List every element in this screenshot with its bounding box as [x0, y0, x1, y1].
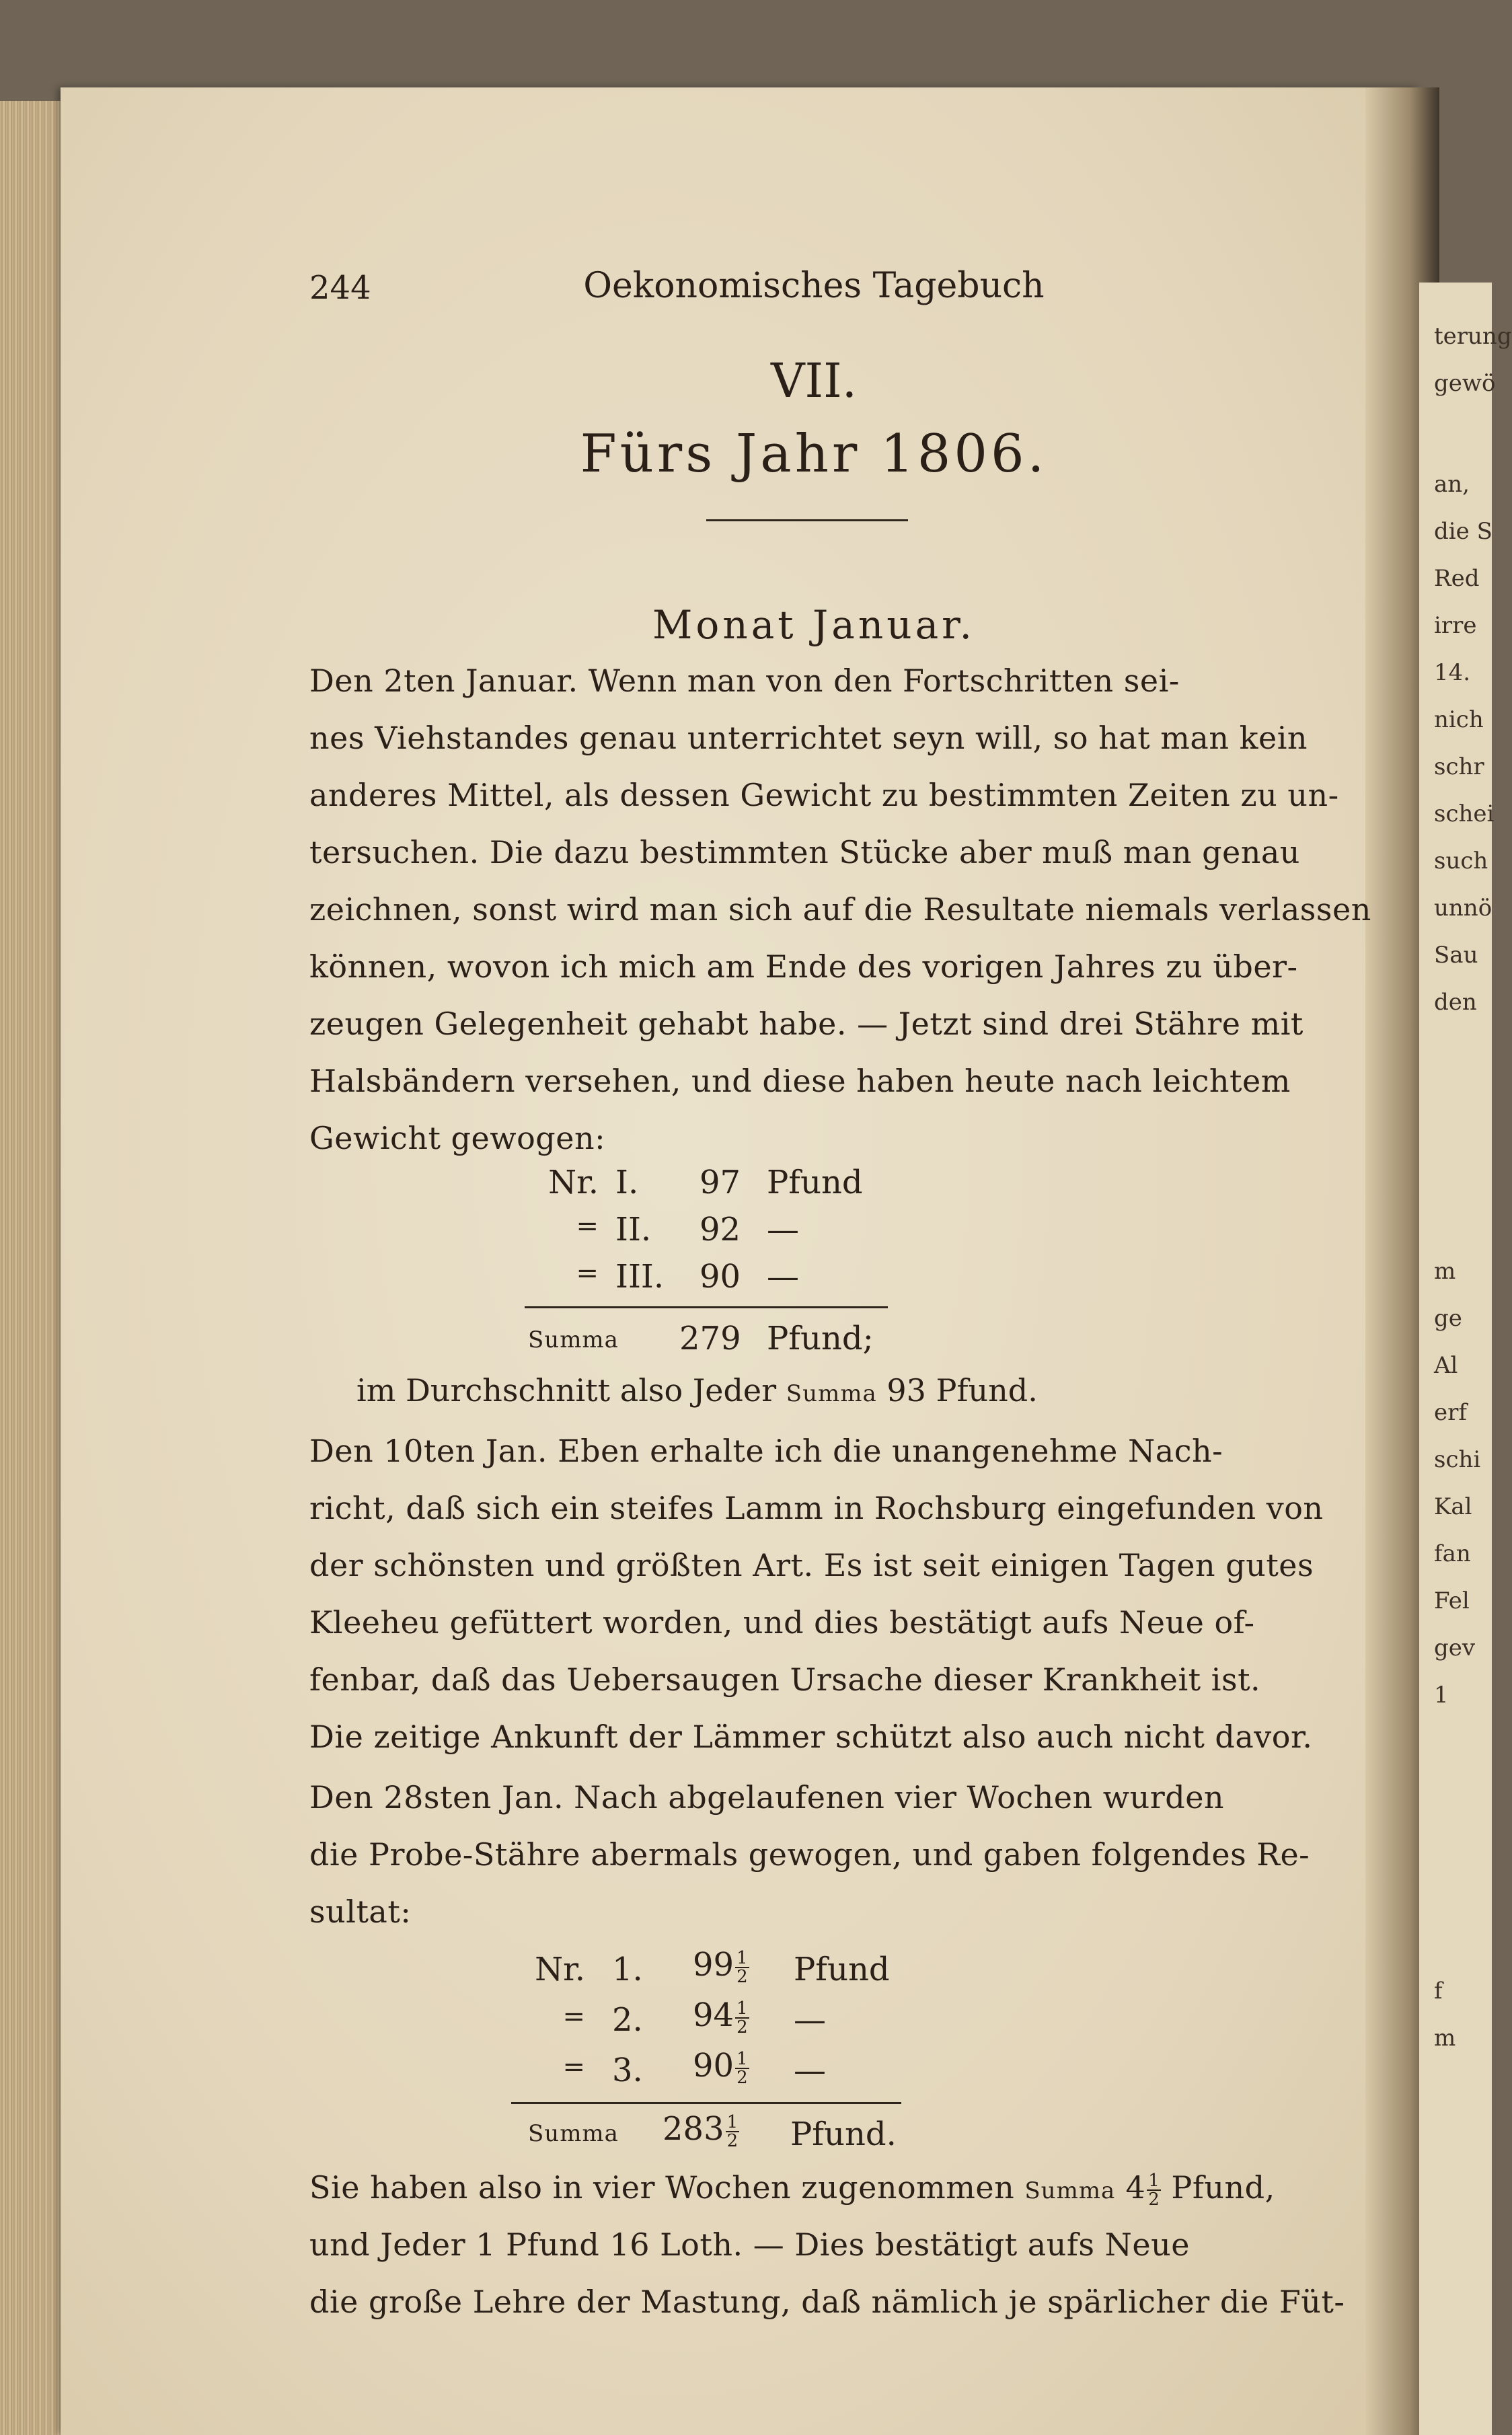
row-number: II.	[615, 1211, 652, 1248]
margin-fragment: m	[1434, 2025, 1456, 2052]
row-value: 92	[700, 1211, 741, 1248]
margin-fragment: Sau	[1434, 942, 1478, 969]
row-value	[693, 1996, 749, 2036]
row-unit: —	[794, 2052, 826, 2089]
row-fraction	[735, 2050, 749, 2087]
row-value	[693, 1946, 749, 1986]
paragraph1-line: zeichnen, sonst wird man sich auf die Resultate niemals verlassen	[309, 891, 1371, 928]
paragraph3-line: Den 28sten Jan. Nach abgelaufenen vier Wochen wurden	[309, 1779, 1225, 1815]
page-number: 244	[309, 269, 371, 307]
margin-fragment: f	[1434, 1978, 1443, 2005]
margin-fragment: erf	[1434, 1399, 1467, 1426]
paragraph2-line: fenbar, daß das Uebersaugen Ursache dieser Krankheit ist.	[309, 1661, 1261, 1698]
paragraph1-line: anderes Mittel, als dessen Gewicht zu bestimmten Zeiten zu un-	[309, 777, 1339, 813]
paragraph1-line: zeugen Gelegenheit gehabt habe. — Jetzt sind drei Stähre mit	[309, 1006, 1303, 1042]
paragraph1-line: Halsbändern versehen, und diese haben heute nach leichtem	[309, 1063, 1291, 1099]
fraction-numerator: 1	[726, 2111, 739, 2132]
paragraph3-line: sultat:	[309, 1894, 412, 1930]
margin-fragment: den	[1434, 989, 1477, 1016]
paragraph4-lead: Sie haben also in vier Wochen zugenommen	[309, 2169, 1015, 2206]
paragraph4-whole: 4	[1125, 2169, 1146, 2206]
running-title: Oekonomisches Tagebuch	[583, 266, 1045, 306]
row-unit: Pfund	[794, 1951, 890, 1988]
row-number: III.	[615, 1258, 665, 1296]
margin-fragment: 14.	[1434, 659, 1471, 686]
margin-fragment: gev	[1434, 1635, 1476, 1661]
average-unit: Pfund.	[936, 1372, 1038, 1409]
margin-fragment: nich	[1434, 706, 1484, 733]
fraction-denominator: 2	[736, 2067, 748, 2088]
margin-fragment: schr	[1434, 753, 1484, 780]
paragraph3-line: die Probe-Stähre abermals gewogen, und gaben folgendes Re-	[309, 1836, 1310, 1873]
row-fraction	[735, 1949, 749, 1986]
sum-rule	[511, 2102, 901, 2104]
next-page-margin	[1419, 283, 1512, 2435]
average-summa-label: Summa	[786, 1380, 877, 1407]
fraction-numerator: 1	[736, 1947, 748, 1968]
margin-fragment: schei	[1434, 800, 1495, 827]
summa-value: 279	[679, 1320, 741, 1357]
paragraph2-line: richt, daß sich ein steifes Lamm in Rochsburg eingefunden von	[309, 1490, 1324, 1526]
row-prefix: =	[576, 1258, 599, 1289]
row-whole: 90	[693, 2047, 734, 2085]
margin-fragment: terung	[1434, 323, 1512, 350]
paragraph2-line: Kleeheu gefüttert worden, und dies bestätigt aufs Neue of-	[309, 1604, 1255, 1641]
summa-label: Summa	[528, 1326, 619, 1353]
row-number: 2.	[612, 2001, 643, 2039]
row-whole: 99	[693, 1946, 734, 1984]
margin-fragment: Al	[1434, 1352, 1458, 1379]
average-lead: im Durchschnitt also Jeder	[356, 1372, 777, 1409]
row-value: 97	[700, 1164, 741, 1201]
margin-fragment: Kal	[1434, 1493, 1472, 1520]
average-line	[356, 1372, 1038, 1409]
summa-unit: Pfund.	[790, 2115, 897, 2153]
paragraph1-line: können, wovon ich mich am Ende des vorigen Jahres zu über-	[309, 948, 1298, 985]
row-whole: 94	[693, 1996, 734, 2034]
row-fraction	[735, 2000, 749, 2036]
paragraph2-line: der schönsten und größten Art. Es ist seit einigen Tagen gutes	[309, 1547, 1314, 1583]
paragraph4-line: die große Lehre der Mastung, daß nämlich je spärlicher die Füt-	[309, 2284, 1345, 2320]
row-value: 90	[700, 1258, 741, 1296]
paragraph1-line: nes Viehstandes genau unterrichtet seyn will, so hat man kein	[309, 720, 1308, 756]
summa-whole: 283	[663, 2110, 724, 2148]
fraction-denominator: 2	[726, 2130, 739, 2151]
fraction-numerator: 1	[736, 1998, 748, 2019]
margin-fragment: 1	[1434, 1682, 1449, 1709]
fraction-numerator: 1	[736, 2048, 748, 2069]
row-number: 3.	[612, 2052, 643, 2089]
row-number: 1.	[612, 1951, 643, 1988]
row-unit: —	[794, 2001, 826, 2039]
row-number: I.	[615, 1164, 639, 1201]
paragraph4-fraction	[1147, 2172, 1161, 2208]
margin-fragment: unnö	[1434, 895, 1492, 922]
fraction-denominator: 2	[1148, 2189, 1160, 2210]
row-unit: —	[767, 1211, 799, 1248]
section-rule	[706, 519, 908, 521]
row-prefix: =	[562, 2001, 585, 2032]
paragraph1-line: tersuchen. Die dazu bestimmten Stücke aber muß man genau	[309, 834, 1300, 870]
row-prefix: Nr.	[548, 1164, 599, 1201]
paragraph2-line: Den 10ten Jan. Eben erhalte ich die unangenehme Nach-	[309, 1433, 1223, 1469]
month-heading: Monat Januar.	[652, 602, 975, 648]
section-title: Fürs Jahr 1806.	[580, 424, 1048, 484]
paragraph1-line: Gewicht gewogen:	[309, 1120, 606, 1156]
paragraph4-line	[309, 2169, 1275, 2208]
paragraph4-unit: Pfund,	[1171, 2169, 1275, 2206]
margin-fragment: ge	[1434, 1305, 1462, 1332]
sum-rule	[525, 1306, 888, 1308]
margin-fragment: such	[1434, 848, 1488, 874]
row-prefix: =	[576, 1211, 599, 1242]
margin-fragment: Fel	[1434, 1587, 1470, 1614]
paragraph1-line: Den 2ten Januar. Wenn man von den Fortschritten sei-	[309, 663, 1180, 699]
summa-label: Summa	[528, 2120, 619, 2147]
row-unit: —	[767, 1258, 799, 1296]
paragraph4-line: und Jeder 1 Pfund 16 Loth. — Dies bestätigt aufs Neue	[309, 2226, 1190, 2263]
paragraph2-line: Die zeitige Ankunft der Lämmer schützt also auch nicht davor.	[309, 1719, 1313, 1755]
fraction-numerator: 1	[1148, 2171, 1160, 2191]
margin-fragment: m	[1434, 1258, 1456, 1285]
summa-fraction	[726, 2113, 740, 2150]
average-value: 93	[886, 1372, 926, 1409]
margin-fragment: irre	[1434, 612, 1477, 639]
margin-fragment: Red	[1434, 565, 1480, 592]
fraction-denominator: 2	[736, 2017, 748, 2037]
fraction-denominator: 2	[736, 1966, 748, 1987]
margin-fragment: an,	[1434, 471, 1470, 498]
margin-fragment: gewö	[1434, 370, 1496, 397]
summa-unit: Pfund;	[767, 1320, 874, 1357]
paragraph4-summa-label: Summa	[1024, 2177, 1116, 2204]
row-prefix: Nr.	[535, 1951, 585, 1988]
margin-fragment: schi	[1434, 1446, 1481, 1473]
row-unit: Pfund	[767, 1164, 863, 1201]
row-prefix: =	[562, 2052, 585, 2083]
summa-value	[663, 2110, 739, 2150]
margin-fragment: die S	[1434, 518, 1492, 545]
section-number: VII.	[770, 353, 858, 408]
row-value	[693, 2047, 749, 2087]
margin-fragment: fan	[1434, 1540, 1471, 1567]
